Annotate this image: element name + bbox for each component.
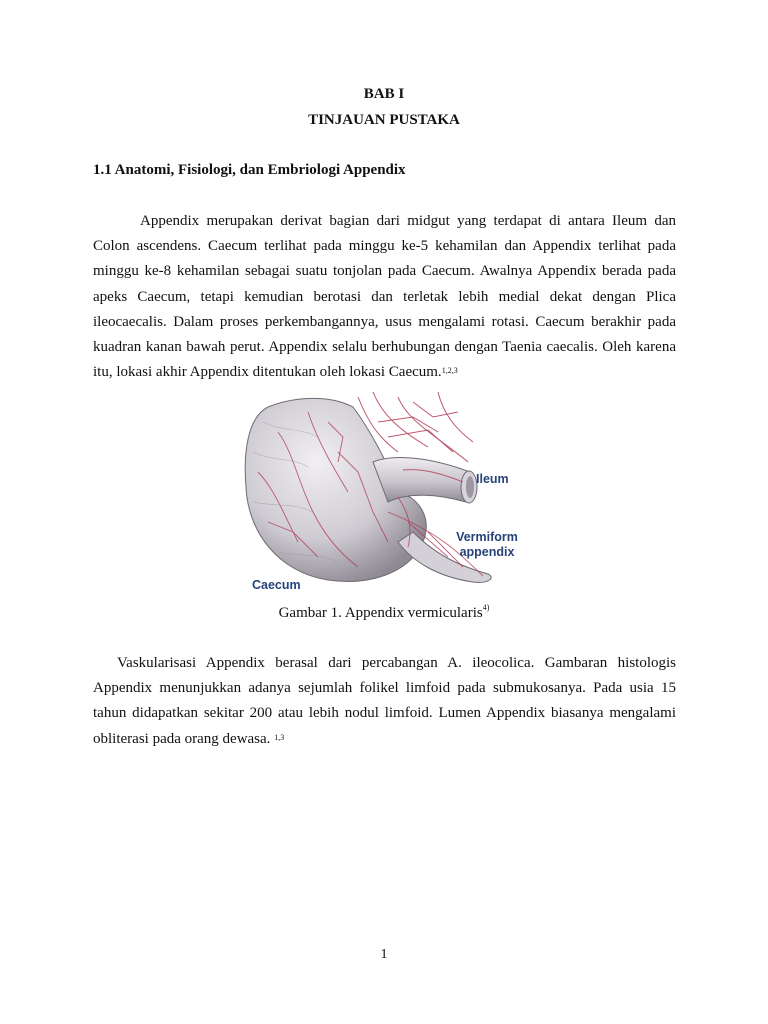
figure-label-ileum: Ileum [476,472,509,486]
paragraph-vascularization-text: Vaskularisasi Appendix berasal dari percabangan A. ileocolica. Gambaran histologis Appendix menunjukkan adanya sejumlah folikel limfoid pada submukosanya. Pada usia 15 tahun didapatkan sekitar 200 atau lebih nodul limfoid. Lumen Appendix biasanya mengalami obliterasi pada orang dewasa. [93,655,676,747]
figure-label-vermiform-line2: appendix [459,545,515,559]
figure-caption [0,605,768,622]
citation-ref: 1,2,3 [441,366,458,376]
chapter-label: BAB I [363,86,405,102]
citation-ref: 1,3 [274,732,285,742]
appendix-illustration [238,392,528,592]
figure-label-caecum: Caecum [252,578,301,592]
chapter-title: TINJAUAN PUSTAKA [308,112,460,128]
page-number: 1 [380,947,388,962]
figure-label-vermiform-appendix [452,530,522,560]
paragraph-embryology [93,209,676,385]
paragraph-vascularization [93,651,676,752]
paragraph-embryology-text: Appendix merupakan derivat bagian dari midgut yang terdapat di antara Ileum dan Colon ascendens. Caecum terlihat pada minggu ke-5 kehamilan dan Appendix terlihat pada minggu ke-8 kehamilan sebagai suatu tonjolan pada Caecum. Awalnya Appendix berada pada apeks Caecum, tetapi kemudian berotasi dan terletak lebih medial dekat dengan Plica ileocaecalis. Dalam proses perkembangannya, usus mengalami rotasi. Caecum berakhir pada kuadran kanan bawah perut. Appendix selalu berhubungan dengan Taenia caecalis. Oleh karena itu, lokasi akhir Appendix ditentukan oleh lokasi Caecum. [93,213,676,381]
section-heading: 1.1 Anatomi, Fisiologi, dan Embriologi Appendix [93,162,406,178]
ileum-shape [373,457,470,502]
figure-label-vermiform-line1: Vermiform [456,530,518,544]
figure-caption-text: Gambar 1. Appendix vermicularis [278,605,483,621]
figure-caption-ref: 4) [482,603,490,612]
